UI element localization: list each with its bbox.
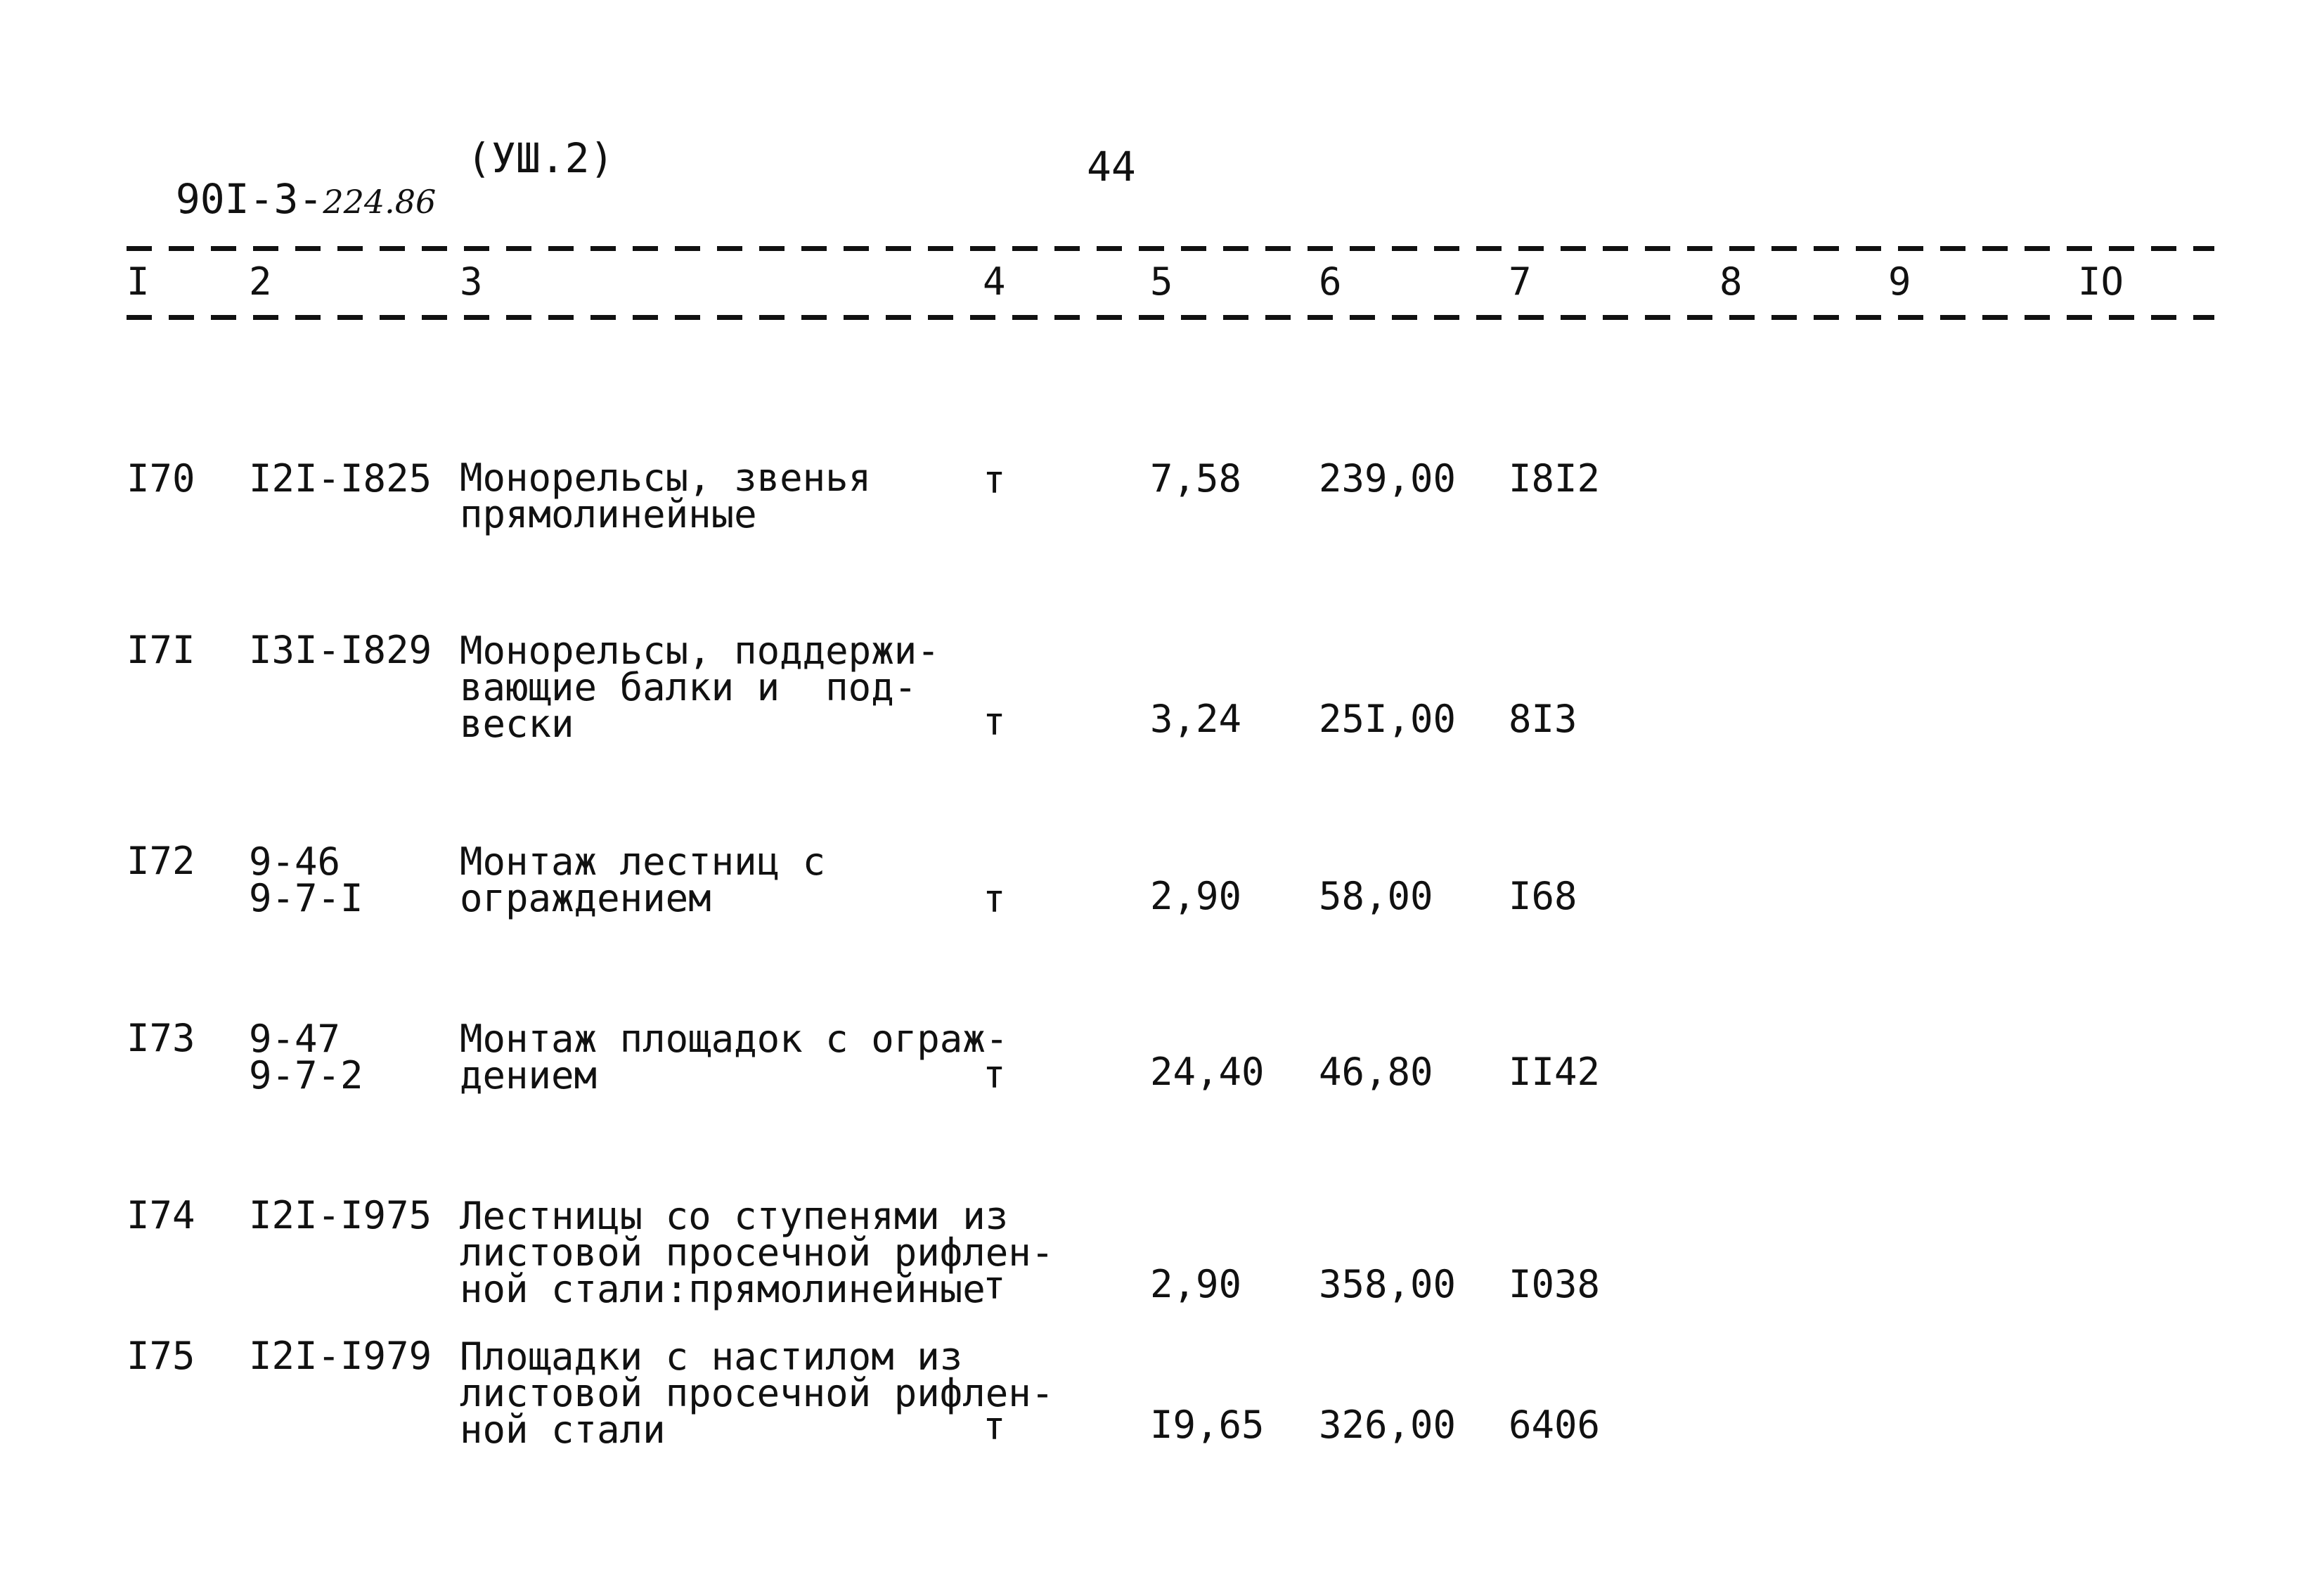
column-header-6: 6 bbox=[1319, 259, 1342, 304]
row-description bbox=[460, 839, 826, 920]
row-codes bbox=[249, 839, 363, 920]
column-header-8: 8 bbox=[1719, 259, 1743, 304]
column-header-3: 3 bbox=[460, 259, 483, 304]
description-line: Лестницы со ступенями из bbox=[460, 1194, 1009, 1238]
row-quantity: 2,90 bbox=[1150, 874, 1242, 918]
column-header-5: 5 bbox=[1150, 259, 1173, 304]
row-number: I75 bbox=[127, 1334, 195, 1378]
row-number: I74 bbox=[127, 1193, 195, 1237]
row-code: I2I-I975 bbox=[249, 1193, 432, 1237]
description-line: Монтаж лестниц с bbox=[460, 839, 826, 884]
row-codes bbox=[249, 1017, 363, 1098]
row-description bbox=[460, 629, 940, 746]
column-header-9: 9 bbox=[1888, 259, 1911, 304]
row-description bbox=[460, 456, 872, 536]
description-line: ной стали:прямолинейные bbox=[460, 1267, 986, 1311]
description-line: листовой просечной рифлен- bbox=[460, 1371, 1054, 1415]
row-number: I72 bbox=[127, 839, 195, 883]
row-price: 46,80 bbox=[1319, 1050, 1433, 1094]
row-unit: т bbox=[983, 1053, 1006, 1097]
header-top-rule bbox=[127, 246, 2214, 251]
header-bottom-rule bbox=[127, 315, 2214, 320]
row-number: I7I bbox=[127, 628, 195, 672]
page-number: 44 bbox=[1087, 143, 1136, 191]
row-code: 9-47 bbox=[249, 1017, 341, 1061]
row-quantity: I9,65 bbox=[1150, 1403, 1265, 1447]
row-total: I038 bbox=[1509, 1262, 1601, 1306]
column-header-1: I bbox=[127, 259, 150, 304]
row-total: II42 bbox=[1509, 1050, 1601, 1094]
row-price: 58,00 bbox=[1319, 874, 1433, 918]
row-description bbox=[460, 1334, 1054, 1452]
row-unit: т bbox=[983, 877, 1006, 921]
document-code-prefix: 90I-3- bbox=[175, 175, 323, 223]
document-code bbox=[127, 138, 437, 223]
description-line: вески bbox=[460, 702, 574, 746]
description-line: прямолинейные bbox=[460, 492, 757, 536]
section-label: (УШ.2) bbox=[467, 134, 614, 182]
column-header-7: 7 bbox=[1509, 259, 1532, 304]
row-code: 9-7-2 bbox=[249, 1053, 363, 1098]
row-description bbox=[460, 1194, 1054, 1311]
description-line: Площадки с настилом из bbox=[460, 1334, 963, 1379]
row-unit: т bbox=[983, 700, 1006, 744]
row-code: 9-7-I bbox=[249, 876, 363, 920]
row-unit: т bbox=[983, 458, 1006, 502]
row-total: I8I2 bbox=[1509, 456, 1601, 501]
row-unit: т bbox=[983, 1404, 1006, 1448]
row-number: I73 bbox=[127, 1016, 195, 1060]
description-line: Монорельсы, поддержи- bbox=[460, 629, 940, 673]
row-price: 326,00 bbox=[1319, 1403, 1457, 1447]
document-code-handwritten: 224.86 bbox=[323, 183, 437, 221]
description-line: ной стали bbox=[460, 1408, 666, 1452]
row-price: 239,00 bbox=[1319, 456, 1457, 501]
description-line: Монтаж площадок с ограж- bbox=[460, 1017, 1009, 1061]
row-total: 6406 bbox=[1509, 1403, 1601, 1447]
row-description bbox=[460, 1017, 1009, 1098]
row-code: I2I-I979 bbox=[249, 1334, 432, 1378]
row-code: 9-46 bbox=[249, 839, 341, 884]
row-quantity: 7,58 bbox=[1150, 456, 1242, 501]
column-header-10: IO bbox=[2078, 259, 2124, 304]
row-price: 358,00 bbox=[1319, 1262, 1457, 1306]
description-line: дением bbox=[460, 1053, 598, 1098]
row-number: I70 bbox=[127, 456, 195, 501]
row-unit: т bbox=[983, 1263, 1006, 1308]
row-total: I68 bbox=[1509, 874, 1577, 918]
row-code: I2I-I825 bbox=[249, 456, 432, 501]
row-code: I3I-I829 bbox=[249, 628, 432, 672]
description-line: ограждением bbox=[460, 876, 711, 920]
column-header-2: 2 bbox=[249, 259, 272, 304]
row-quantity: 2,90 bbox=[1150, 1262, 1242, 1306]
row-quantity: 24,40 bbox=[1150, 1050, 1265, 1094]
column-header-4: 4 bbox=[983, 259, 1006, 304]
row-price: 25I,00 bbox=[1319, 697, 1457, 741]
description-line: листовой просечной рифлен- bbox=[460, 1230, 1054, 1275]
row-total: 8I3 bbox=[1509, 697, 1577, 741]
row-quantity: 3,24 bbox=[1150, 697, 1242, 741]
description-line: Монорельсы, звенья bbox=[460, 456, 872, 500]
description-line: вающие балки и под- bbox=[460, 665, 917, 709]
